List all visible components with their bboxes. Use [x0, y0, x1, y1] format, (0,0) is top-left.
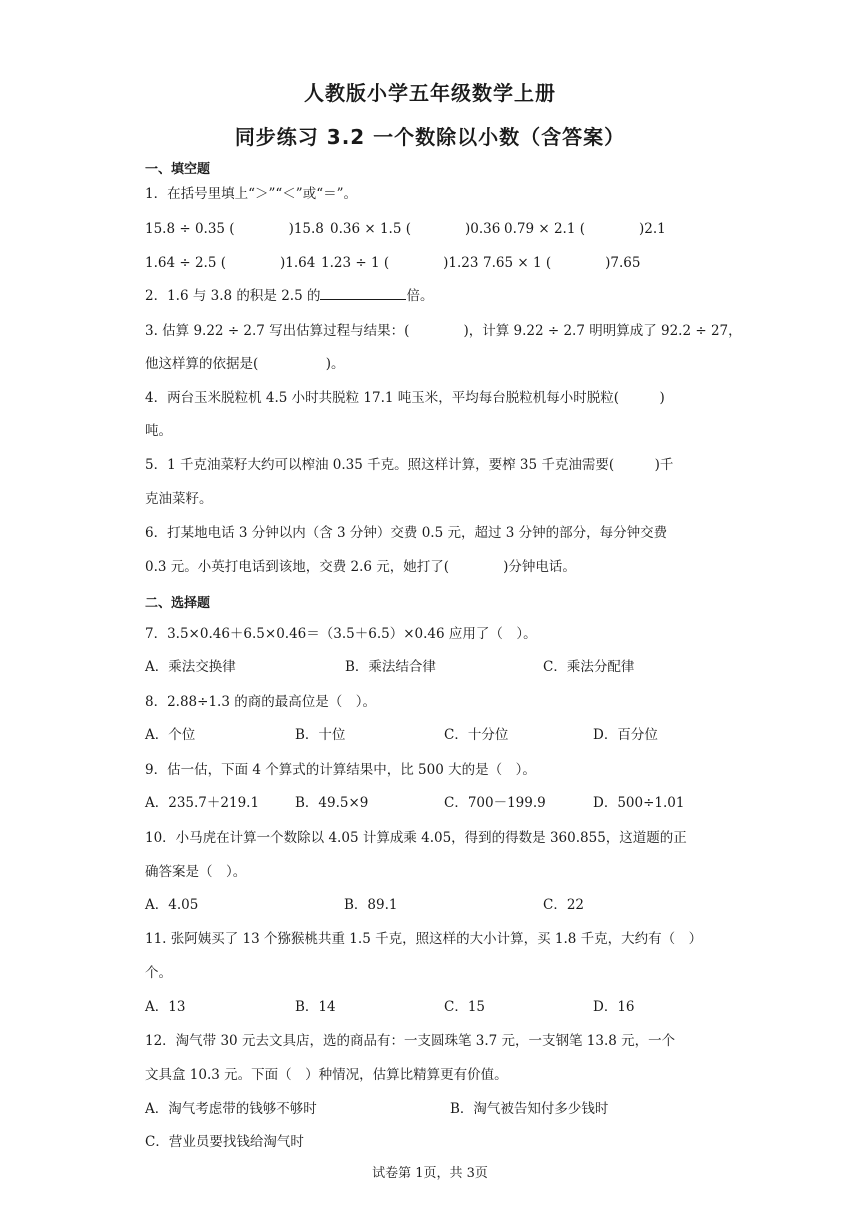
question-5-line-2: 克油菜籽。 [145, 491, 213, 507]
question-1: 1．在括号里填上“＞”“＜”或“＝”。 [145, 186, 357, 202]
question-10-line-1: 10．小马虎在计算一个数除以 4.05 计算成乘 4.05，得到的得数是 360.855，这道题的正 [145, 830, 687, 846]
question-8: 8．2.88÷1.3 的商的最高位是（ ）。 [145, 694, 376, 710]
question-12-line-1: 12．淘气带 30 元去文具店，选的商品有：一支圆珠笔 3.7 元，一支钢笔 13.8 元，一个 [145, 1033, 676, 1049]
option-b: B．淘气被告知付多少钱时 [450, 1101, 609, 1117]
q1-item: 7.65 × 1 ( )7.65 [483, 255, 641, 271]
question-4-line-2: 吨。 [145, 423, 172, 439]
question-11-line-1: 11. 张阿姨买了 13 个猕猴桃共重 1.5 千克，照这样的大小计算，买 1.8 千克，大约有（ ） [145, 931, 703, 947]
q1-item: 0.36 × 1.5 ( )0.36 [330, 221, 501, 237]
option-a: A．235.7＋219.1 [145, 795, 260, 811]
option-c: C．22 [543, 897, 585, 913]
option-a: A．4.05 [145, 897, 199, 913]
option-b: B．49.5×9 [295, 795, 369, 811]
q1-item: 0.79 × 2.1 ( )2.1 [504, 221, 666, 237]
option-c: C．700－199.9 [444, 795, 546, 811]
q2-text: 2．1.6 与 3.8 的积是 2.5 的 [145, 288, 321, 304]
page-title: 人教版小学五年级数学上册 [304, 81, 556, 105]
option-c: C．15 [444, 999, 486, 1015]
option-b: B．14 [295, 999, 336, 1015]
q1-item: 1.64 ÷ 2.5 ( )1.64 [145, 255, 316, 271]
option-b: B．十位 [295, 727, 346, 743]
answer-blank [320, 287, 406, 300]
option-a: A．个位 [145, 727, 196, 743]
question-9: 9．估一估，下面 4 个算式的计算结果中，比 500 大的是（ ）。 [145, 762, 536, 778]
option-a: A．淘气考虑带的钱够不够时 [145, 1101, 317, 1117]
option-b: B．乘法结合律 [345, 659, 436, 675]
question-12-option-c: C．营业员要找钱给淘气时 [145, 1134, 304, 1150]
q1-item: 15.8 ÷ 0.35 ( )15.8 [145, 221, 324, 237]
page-footer: 试卷第 1页，共 3页 [372, 1166, 488, 1181]
page-subtitle: 同步练习 3.2 一个数除以小数（含答案） [234, 125, 626, 149]
question-11-line-2: 个。 [145, 965, 172, 981]
option-a: A．13 [145, 999, 186, 1015]
question-5-line-1: 5．1 千克油菜籽大约可以榨油 0.35 千克。照这样计算，要榨 35 千克油需要( )千 [145, 457, 674, 473]
question-12-line-2: 文具盒 10.3 元。下面（ ）种情况，估算比精算更有价值。 [145, 1067, 508, 1083]
question-6-line-2: 0.3 元。小英打电话到该地，交费 2.6 元，她打了( )分钟电话。 [145, 559, 576, 575]
question-4-line-1: 4．两台玉米脱粒机 4.5 小时共脱粒 17.1 吨玉米，平均每台脱粒机每小时脱粒( ) [145, 390, 665, 406]
option-c: C．乘法分配律 [543, 659, 635, 675]
section-heading-choice: 二、选择题 [145, 596, 211, 611]
section-heading-fill-blank: 一、填空题 [145, 162, 211, 177]
question-6-line-1: 6．打某地电话 3 分钟以内（含 3 分钟）交费 0.5 元，超过 3 分钟的部分，每分钟交费 [145, 525, 668, 541]
option-d: D．百分位 [593, 727, 658, 743]
option-a: A．乘法交换律 [145, 659, 236, 675]
question-3-line-1: 3. 估算 9.22 ÷ 2.7 写出估算过程与结果：( )，计算 9.22 ÷ 2.7 明明算成了 92.2 ÷ 27， [145, 323, 742, 339]
q2-text-end: 倍。 [406, 288, 434, 304]
option-d: D．500÷1.01 [593, 795, 685, 811]
question-3-line-2: 他这样算的依据是( )。 [145, 356, 345, 372]
question-7: 7．3.5×0.46＋6.5×0.46＝（3.5＋6.5）×0.46 应用了（ ）。 [145, 626, 537, 642]
option-b: B．89.1 [344, 897, 398, 913]
question-10-line-2: 确答案是（ ）。 [145, 864, 247, 880]
q1-item: 1.23 ÷ 1 ( )1.23 [321, 255, 479, 271]
option-d: D．16 [593, 999, 635, 1015]
option-c: C．十分位 [444, 727, 509, 743]
question-2 [145, 286, 433, 306]
